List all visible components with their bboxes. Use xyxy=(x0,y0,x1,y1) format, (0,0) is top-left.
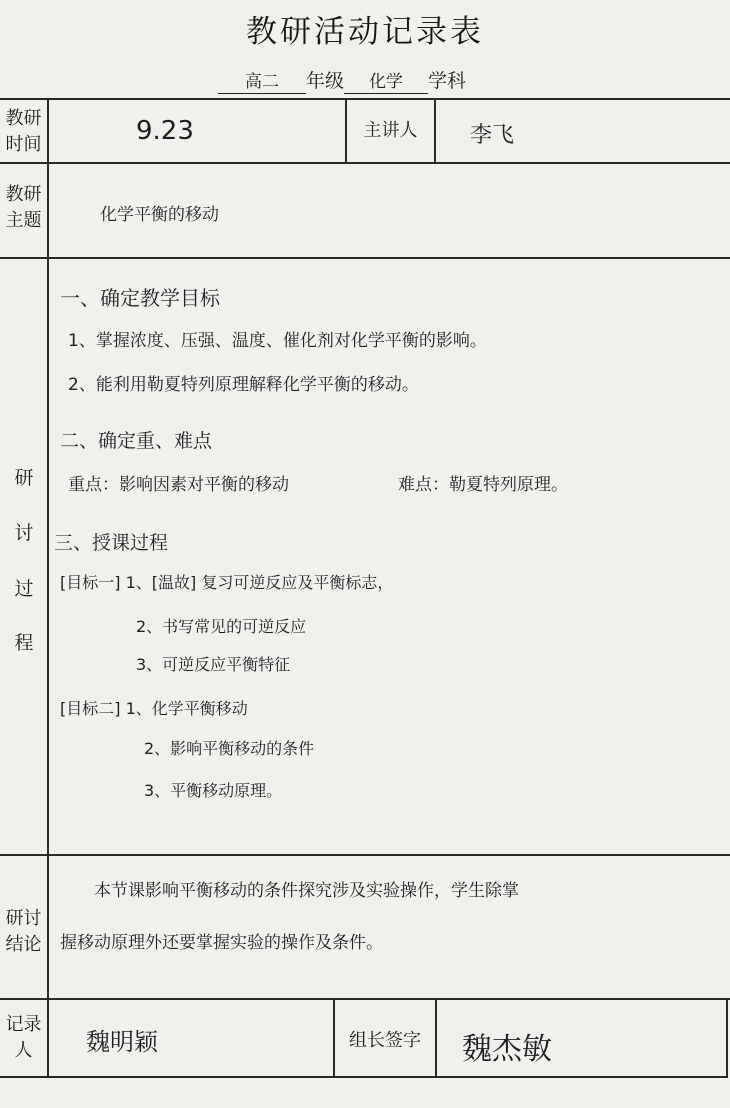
grade-value: 高二 xyxy=(218,67,306,94)
conclusion-line-2: 握移动原理外还要掌握实验的操作及条件。 xyxy=(60,933,383,953)
grade-subject-line xyxy=(218,66,466,94)
topic-label: 教研 主题 xyxy=(5,184,42,231)
row-divider-3 xyxy=(0,854,730,856)
row-divider-1 xyxy=(0,162,730,164)
conclusion-label: 研讨 结论 xyxy=(5,908,42,955)
process-label-char-2: 讨 xyxy=(14,522,34,544)
process-line: 重点：影响因素对平衡的移动 xyxy=(68,475,289,495)
process-line: 2、书写常见的可逆反应 xyxy=(136,617,307,636)
table-border-top xyxy=(0,98,730,100)
process-line: 难点：勒夏特列原理。 xyxy=(398,475,568,495)
process-line: [目标二] 1、化学平衡移动 xyxy=(60,699,248,718)
form-title: 教研活动记录表 xyxy=(246,14,484,50)
row-divider-2 xyxy=(0,257,730,259)
process-line: 2、能利用勒夏特列原理解释化学平衡的移动。 xyxy=(68,375,419,395)
process-label-char-3: 过 xyxy=(14,578,34,600)
time-label: 教研 时间 xyxy=(5,108,42,155)
topic-value: 化学平衡的移动 xyxy=(100,205,219,225)
recorder-value: 魏明颖 xyxy=(86,1028,158,1056)
process-line: 1、掌握浓度、压强、温度、催化剂对化学平衡的影响。 xyxy=(68,331,487,351)
speaker-value-divider xyxy=(434,98,436,163)
process-line: 二、确定重、难点 xyxy=(60,430,213,452)
time-value: 9.23 xyxy=(136,116,194,146)
subject-label: 学科 xyxy=(428,70,467,92)
process-line: [目标一] 1、[温故] 复习可逆反应及平衡标志， xyxy=(60,573,394,592)
process-line: 三、授课过程 xyxy=(54,532,169,554)
grade-label: 年级 xyxy=(306,70,345,92)
row-divider-4 xyxy=(0,998,730,1000)
conclusion-line-1: 本节课影响平衡移动的条件探究涉及实验操作，学生除掌 xyxy=(94,881,519,901)
table-border-bottom xyxy=(0,1076,726,1078)
speaker-label: 主讲人 xyxy=(363,120,418,141)
leader-signature: 魏杰敏 xyxy=(462,1032,552,1067)
process-label-char-1: 研 xyxy=(14,467,34,489)
process-label-char-4: 程 xyxy=(14,632,34,654)
table-border-right xyxy=(726,998,728,1078)
leader-label: 组长签字 xyxy=(349,1030,421,1051)
process-line: 一、确定教学目标 xyxy=(60,286,220,310)
leader-value-divider xyxy=(435,998,437,1078)
process-line: 3、可逆反应平衡特征 xyxy=(136,655,291,674)
process-line: 2、影响平衡移动的条件 xyxy=(144,739,315,758)
speaker-value: 李飞 xyxy=(470,123,515,148)
subject-value: 化学 xyxy=(344,67,428,94)
process-line: 3、平衡移动原理。 xyxy=(144,781,283,800)
recorder-label: 记录 人 xyxy=(5,1014,42,1061)
